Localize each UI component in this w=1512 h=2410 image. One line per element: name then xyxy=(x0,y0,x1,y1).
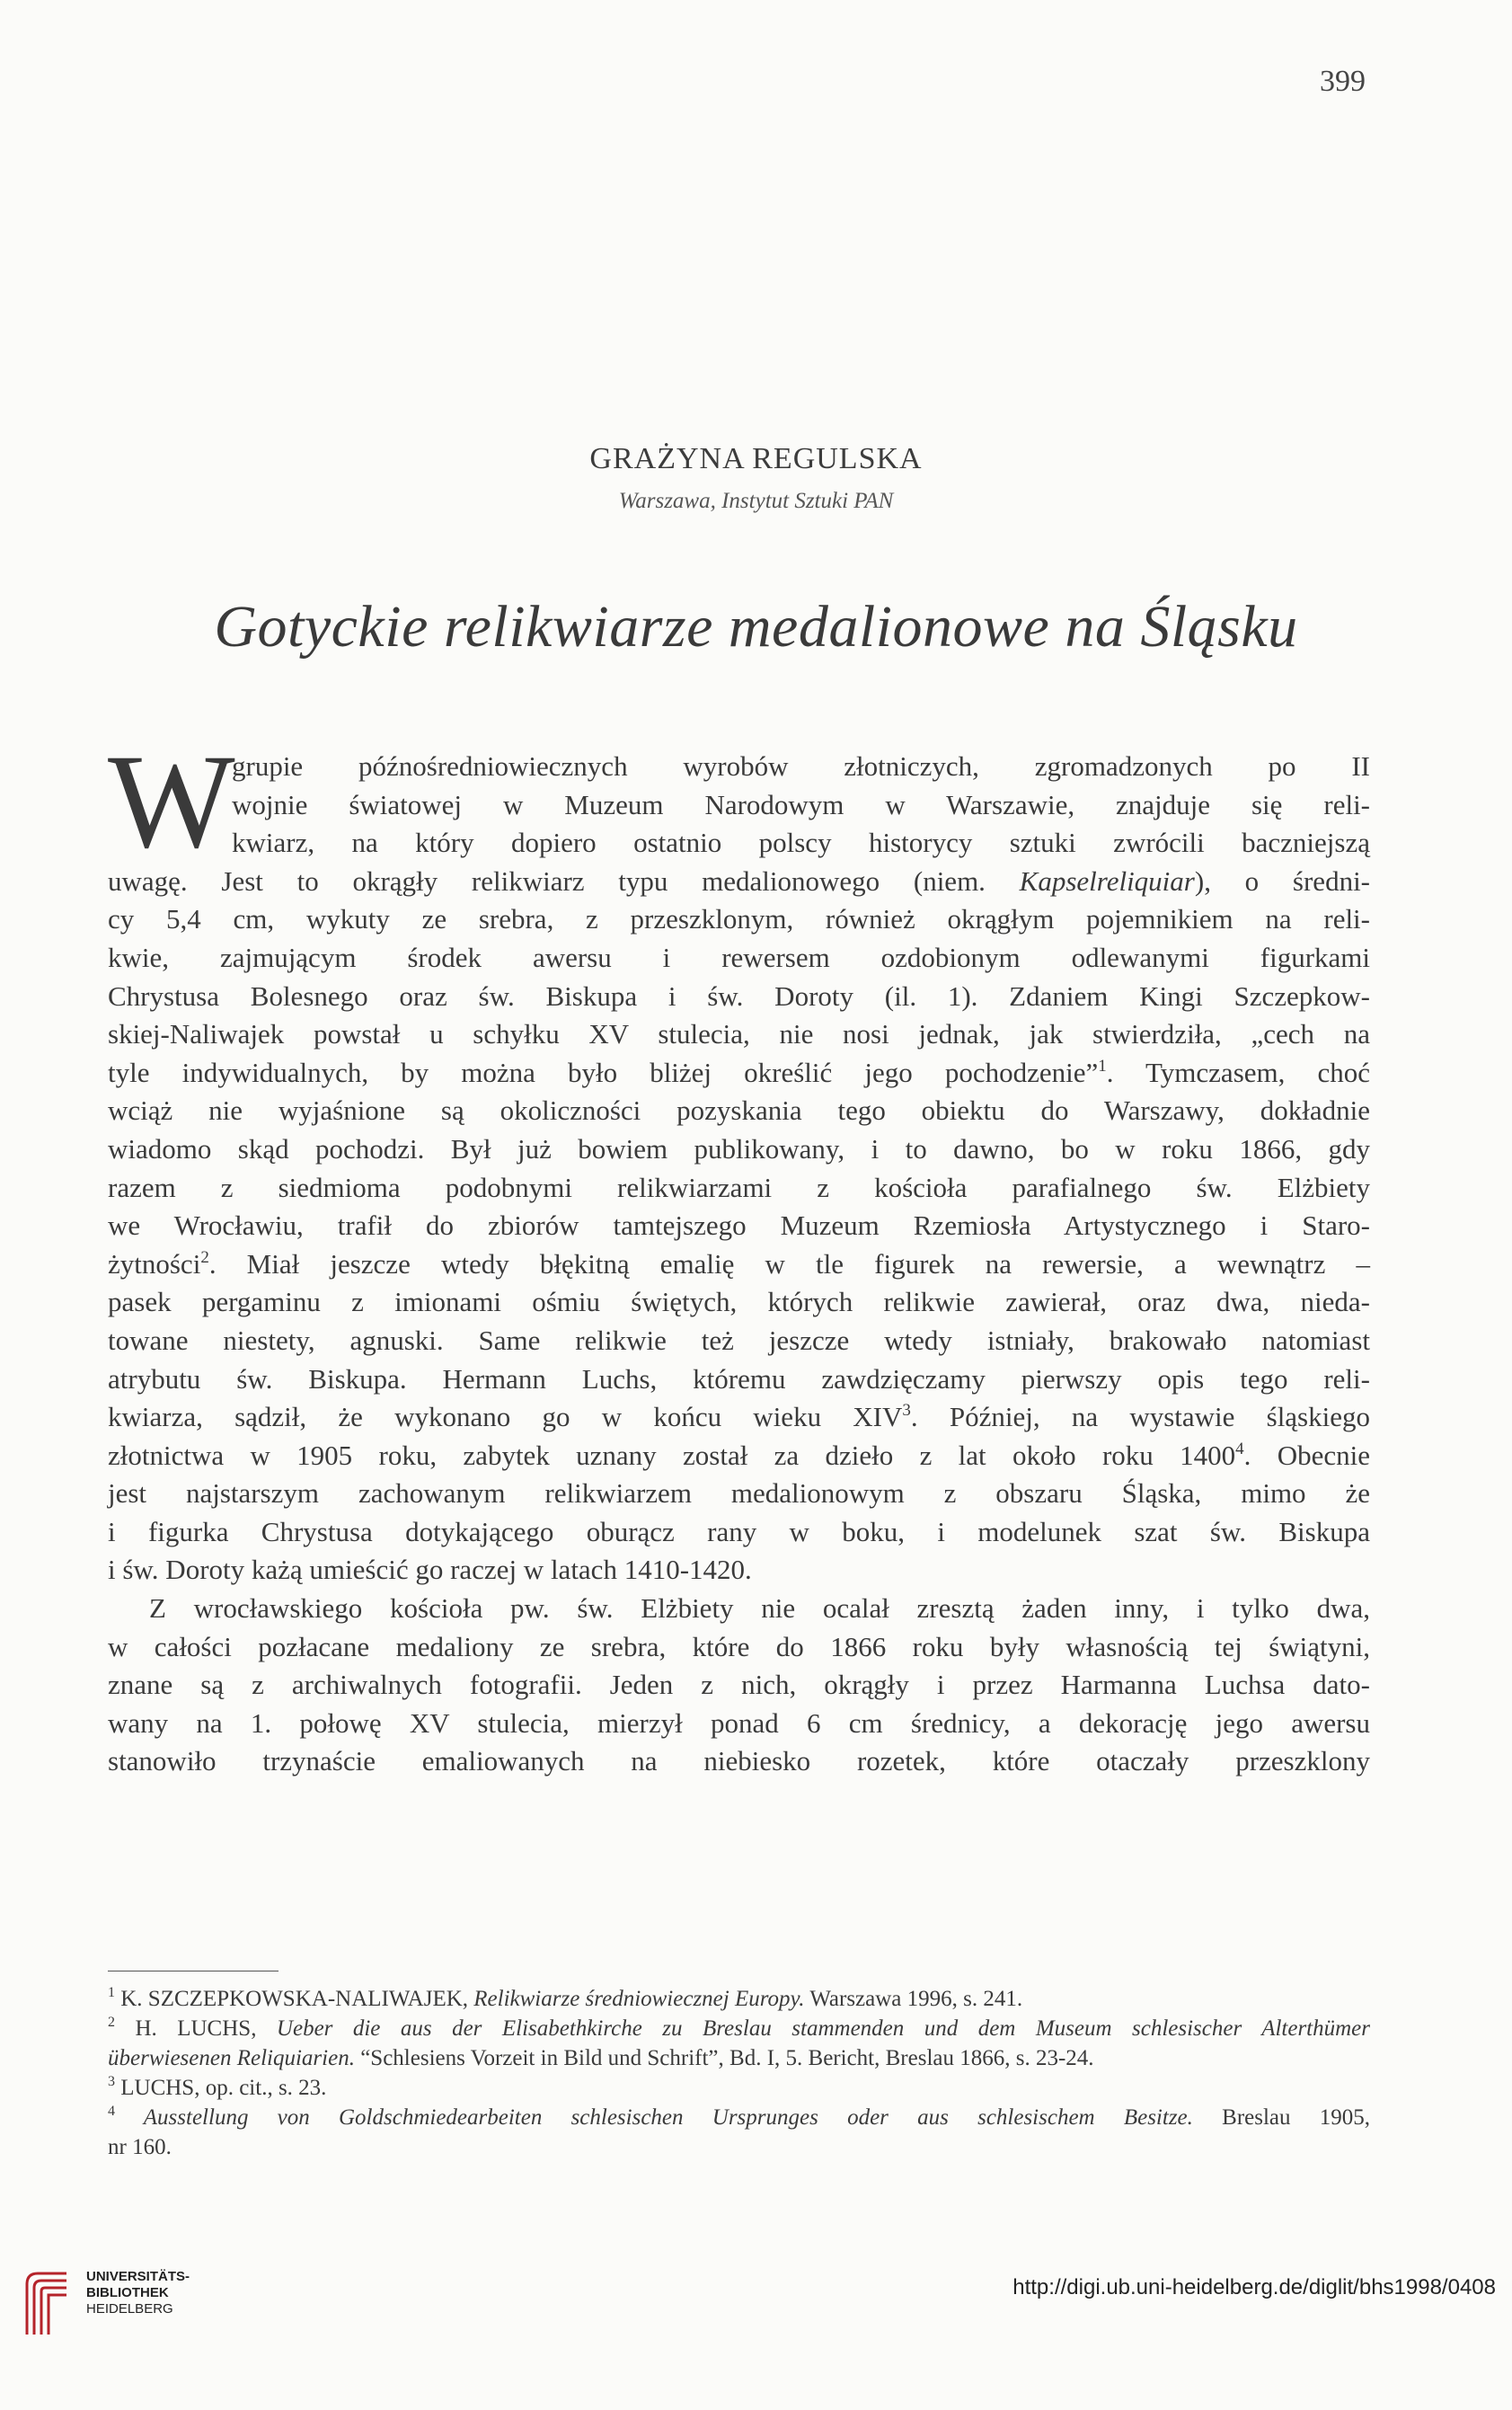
article-body xyxy=(108,727,1370,1781)
body-line: wojnie światowej w Muzeum Narodowym w Warszawie, znajduje się reli- xyxy=(232,788,1370,820)
body-line: tyle indywidualnych, by można było bliżej określić jego pochodzenie”$^1$. Tymczasem, choć xyxy=(108,1056,1370,1088)
footnotes xyxy=(108,1984,1370,2162)
body-line: kwiarz, na który dopiero ostatnio polscy historycy sztuki zwrócili baczniejszą xyxy=(232,827,1370,859)
italic-term: Kapselreliquiar xyxy=(1019,864,1195,897)
body-line: Chrystusa Bolesnego oraz św. Biskupa i św. Doroty (il. 1). Zdaniem Kingi Szczepkow- xyxy=(108,979,1370,1012)
body-line: jest najstarszym zachowanym relikwiarzem medalionowym z obszaru Śląska, mimo że xyxy=(108,1477,1370,1510)
footnote-1: $^1$ K. SZCZEPKOWSKA-NALIWAJEK, Relikwiarze średniowiecznej Europy. Warszawa 1996, s. 241. xyxy=(108,1985,1023,2011)
body-line: Z wrocławskiego kościoła pw. św. Elżbiety nie ocalał zresztą żaden inny, i tylko dwa, xyxy=(149,1592,1370,1625)
body-line: skiej-Naliwajek powstał u schyłku XV stulecia, nie nosi jednak, jak stwierdziła, „cech na xyxy=(108,1018,1370,1050)
body-line: i św. Doroty każą umieścić go raczej w latach 1410-1420. xyxy=(108,1554,752,1586)
footnote-4-cont: nr 160. xyxy=(108,2135,172,2159)
footnote-2: $^2$ H. LUCHS, Ueber die aus der Elisabethkirche zu Breslau stammenden und dem Museum schlesischer Alterthümer xyxy=(108,2015,1371,2041)
body-line: stanowiło trzynaście emaliowanych na niebiesko rozetek, które otaczały przeszklony xyxy=(108,1745,1370,1777)
library-logo-icon xyxy=(20,2266,74,2338)
body-line: wany na 1. połowę XV stulecia, mierzył ponad 6 cm średnicy, a dekorację jego awersu xyxy=(108,1706,1370,1739)
body-line: złotnictwa w 1905 roku, zabytek uznany został za dzieło z lat około roku 1400$^4$. Obecnie xyxy=(108,1439,1370,1471)
footnote-3: $^3$ LUCHS, op. cit., s. 23. xyxy=(108,2074,327,2100)
article-title: Gotyckie relikwiarze medalionowe na Śląsku xyxy=(214,594,1298,660)
footnote-4: $^4$ Ausstellung von Goldschmiedearbeiten schlesischen Ursprunges oder aus schlesischem Besitze. Breslau 1905, xyxy=(108,2104,1370,2130)
body-line: kwiarza, sądził, że wykonano go w końcu wieku XIV$^3$. Później, na wystawie śląskiego xyxy=(108,1401,1370,1433)
body-line: towane niestety, agnuski. Same relikwie też jeszcze wtedy istniały, brakowało natomiast xyxy=(108,1324,1370,1356)
footnote-ref: 3 xyxy=(902,1401,911,1421)
body-line: atrybutu św. Biskupa. Hermann Luchs, któremu zawdzięczamy pierwszy opis tego reli- xyxy=(108,1362,1370,1395)
footnote-ref: 4 xyxy=(1235,1439,1244,1458)
body-line: znane są z archiwalnych fotografii. Jeden z nich, okrągły i przez Harmanna Luchsa dato- xyxy=(108,1669,1370,1701)
body-line: we Wrocławiu, trafił do zbiorów tamtejszego Muzeum Rzemiosła Artystycznego i Staro- xyxy=(108,1209,1370,1242)
library-name: UNIVERSITÄTS- BIBLIOTHEK HEIDELBERG xyxy=(86,2269,190,2317)
author-name: GRAŻYNA REGULSKA xyxy=(589,442,923,475)
footnote-ref: 1 xyxy=(1098,1056,1107,1076)
footnote-ref: 2 xyxy=(200,1247,209,1267)
author-affiliation: Warszawa, Instytut Sztuki PAN xyxy=(618,489,894,513)
drop-cap: W xyxy=(108,727,235,876)
body-line: kwie, zajmującym środek awersu i rewersem ozdobionym odlewanymi figurkami xyxy=(108,941,1370,973)
body-line: w całości pozłacane medaliony ze srebra, które do 1866 roku były własnością tej świątyni, xyxy=(108,1630,1370,1662)
body-line: pasek pergaminu z imionami ośmiu świętych, których relikwie zawierał, oraz dwa, nieda- xyxy=(108,1286,1370,1318)
body-line: i figurka Chrystusa dotykającego oburącz rany w boku, i modelunek szat św. Biskupa xyxy=(108,1515,1370,1547)
body-line: wiadomo skąd pochodzi. Był już bowiem publikowany, i to dawno, bo w roku 1866, gdy xyxy=(108,1132,1370,1165)
page-number: 399 xyxy=(1320,65,1366,98)
body-line: razem z siedmioma podobnymi relikwiarzami z kościoła parafialnego św. Elżbiety xyxy=(108,1171,1370,1203)
body-line: cy 5,4 cm, wykuty ze srebra, z przeszklonym, również okrągłym pojemnikiem na reli- xyxy=(108,903,1370,935)
body-line: żytności$^2$. Miał jeszcze wtedy błękitną emalię w tle figurek na rewersie, a wewnątrz – xyxy=(108,1247,1370,1280)
source-url[interactable]: http://digi.ub.uni-heidelberg.de/diglit/bhs1998/0408 xyxy=(1012,2275,1496,2299)
body-line: grupie późnośredniowiecznych wyrobów złotniczych, zgromadzonych po II xyxy=(232,750,1370,782)
footnote-2-cont: überwiesenen Reliquiarien. “Schlesiens Vorzeit in Bild und Schrift”, Bd. I, 5. Bericht, Breslau 1866, s. 23-24. xyxy=(108,2046,1094,2070)
body-line: wciąż nie wyjaśnione są okoliczności pozyskania tego obiektu do Warszawy, dokładnie xyxy=(108,1094,1370,1127)
body-line: uwagę. Jest to okrągły relikwiarz typu medalionowego (niem. Kapselreliquiar), o średni- xyxy=(108,864,1370,897)
